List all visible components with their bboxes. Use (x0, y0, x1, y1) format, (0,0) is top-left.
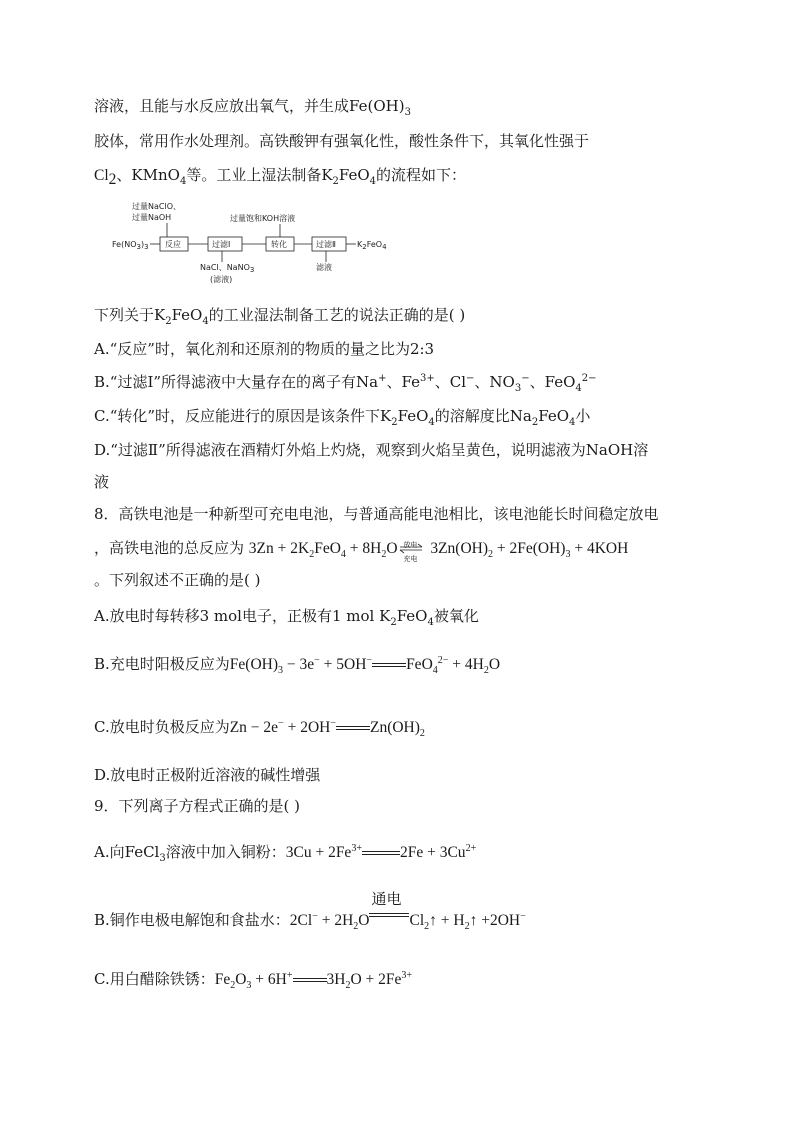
q9-stem: 9．下列离子方程式正确的是( ) (94, 797, 301, 815)
reagent2-label: 过量饱和KOH溶液 (230, 214, 296, 223)
box-convert-label: 转化 (271, 240, 287, 249)
box-reaction-label: 反应 (165, 240, 181, 249)
q8-option-d: D.放电时正极附近溶液的碱性增强 (94, 766, 321, 784)
q7-option-d-line1: D.“过滤Ⅱ”所得滤液在酒精灯外焰上灼烧，观察到火焰呈黄色，说明滤液为NaOH溶 (94, 441, 649, 459)
equals-arrow (336, 726, 370, 730)
q9-option-c: C.用白醋除铁锈：$Fe_2O_3 + 6H^+$ $3H_2O + 2Fe^{3+}$ (94, 969, 413, 992)
q8-stem-line3: 。下列叙述不正确的是( ) (94, 571, 261, 589)
flow-start: Fe(NO3)3 (112, 240, 149, 251)
flow-product: K2FeO4 (357, 240, 387, 251)
process-flow-diagram (112, 200, 392, 292)
q7-option-b: B.“过滤Ⅰ”所得滤液中大量存在的离子有Na+、$Fe^{3+}$、Cl−、$NO_3^-$、FeO$_4^{2-}$ (94, 373, 597, 394)
equals-arrow (293, 978, 327, 982)
intro-line-1: 溶液，且能与水反应放出氧气，并生成$Fe(OH)_3$ (94, 97, 411, 118)
q8-option-a: A.放电时每转移3 mol电子，正极有1 mol $K_2FeO_4$被氧化 (94, 607, 479, 628)
reagent1-line2: 过量NaOH (132, 213, 172, 222)
q9-option-a: A.向FeCl$_3$溶液中加入铜粉：$3Cu + 2Fe^{3+}$ $2Fe + 3Cu^{2+}$ (94, 842, 477, 864)
q7-option-a: A.“反应”时，氧化剂和还原剂的物质的量之比为2:3 (94, 340, 435, 358)
box-filter-2-label: 过滤Ⅱ (316, 240, 336, 249)
q7-stem: 下列关于$K_2FeO_4$的工业湿法制备工艺的说法正确的是( ) (94, 306, 466, 327)
filtrate1-line1: NaCl、NaNO3 (200, 263, 255, 274)
q7-option-c: C.“转化”时，反应能进行的原因是该条件下$K_2FeO_4$的溶解度比$Na_2FeO_4$小 (94, 407, 591, 428)
q8-option-b: B.充电时阳极反应为$Fe(OH)_3 - 3e^- + 5OH^-$ $FeO_4^{2-} + 4H_2O$ (94, 654, 501, 677)
q8-stem-line1: 8．高铁电池是一种新型可充电电池，与普通高能电池相比，该电池能长时间稳定放电 (94, 505, 659, 523)
q9-option-b: B.铜作电极电解饱和食盐水：$2Cl^- + 2H_2O$ 通电 $Cl_2↑$ + $H_2↑ +2OH^-$ (94, 890, 526, 933)
q7-option-d-line2: 液 (94, 473, 110, 491)
reversible-arrow-icon: 放电 充电 (398, 537, 426, 561)
box-filter-1-label: 过滤Ⅰ (212, 240, 231, 249)
q8-stem-line2: ，高铁电池的总反应为 $3Zn + 2K_2FeO_4 + 8H_2O$ 放电 充电 $3Zn(OH)_2 + 2Fe(OH)_3 + 4KOH$ (94, 539, 629, 563)
reagent1-line1: 过量NaClO、 (132, 202, 181, 211)
filtrate1-line2: (滤液) (210, 275, 233, 284)
filtrate2-label: 滤液 (316, 263, 332, 272)
intro-line-3: $Cl_2$、KMnO$_4$等。工业上湿法制备$K_2FeO_4$的流程如下： (94, 166, 467, 188)
intro-line-2: 胶体，常用作水处理剂。高铁酸钾有强氧化性，酸性条件下，其氧化性强于 (94, 132, 590, 150)
q8-option-c: C.放电时负极反应为Zn − 2e− + 2OH− $Zn(OH)_2$ (94, 717, 425, 740)
equals-arrow (372, 663, 406, 667)
electrolysis-condition: 通电 (369, 905, 409, 925)
equals-arrow (362, 851, 400, 855)
